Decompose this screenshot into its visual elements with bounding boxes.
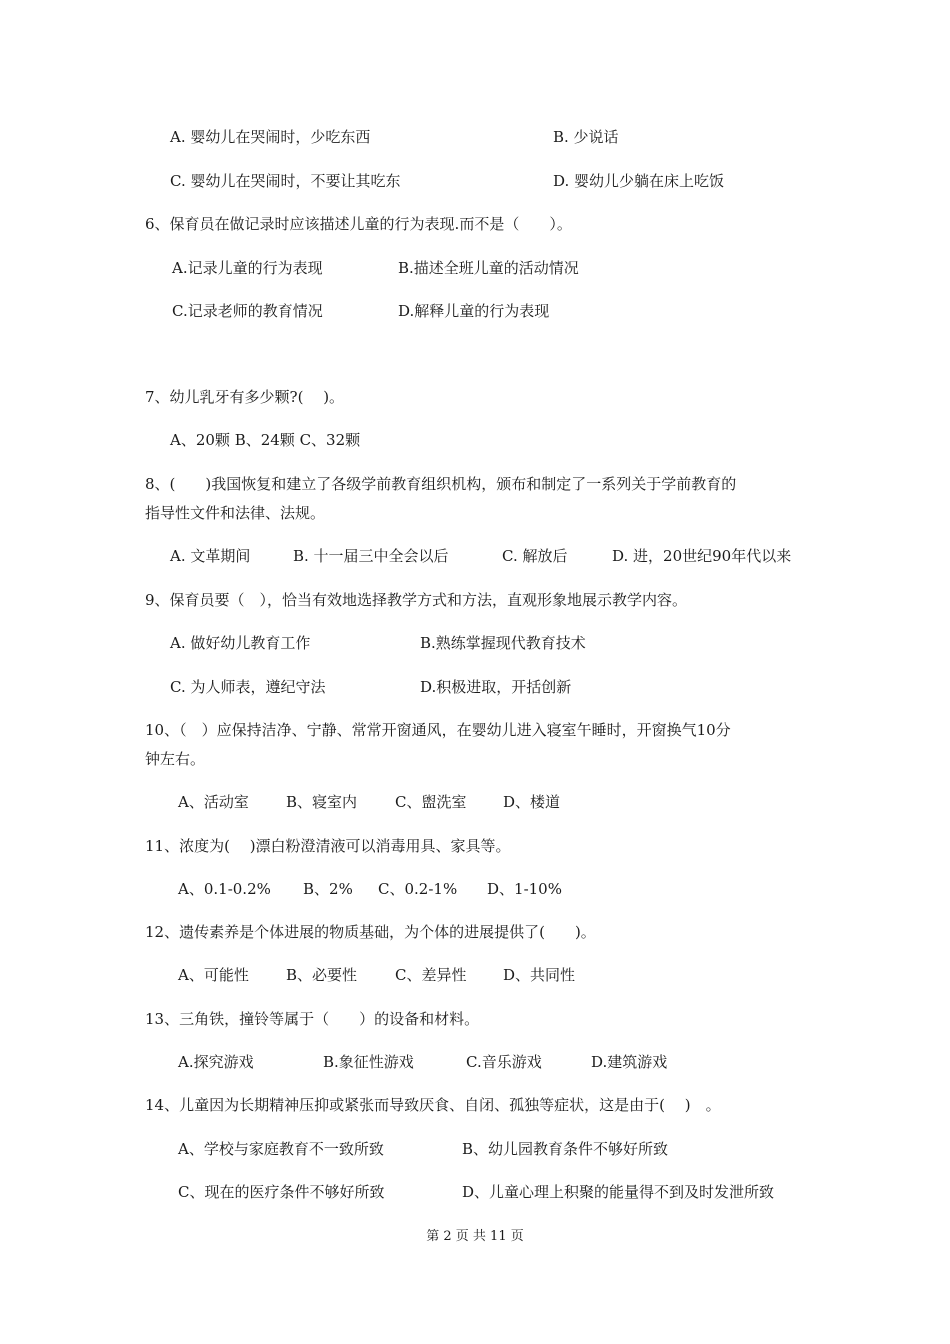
q5-option-c: C. 婴幼儿在哭闹时，不要让其吃东 bbox=[170, 172, 401, 190]
q14-option-d: D、儿童心理上积聚的能量得不到及时发泄所致 bbox=[462, 1183, 775, 1201]
page-footer: 第 2 页 共 11 页 bbox=[426, 1229, 524, 1244]
q13-option-a: A.探究游戏 bbox=[178, 1053, 254, 1071]
q6-stem: 6、保育员在做记录时应该描述儿童的行为表现.而不是（ ）。 bbox=[145, 215, 572, 233]
q13-option-c: C.音乐游戏 bbox=[466, 1053, 542, 1071]
q12-option-b: B、必要性 bbox=[286, 966, 358, 984]
q12-option-a: A、可能性 bbox=[178, 966, 249, 984]
q9-option-c: C. 为人师表，遵纪守法 bbox=[170, 678, 326, 696]
q10-option-d: D、楼道 bbox=[503, 793, 561, 811]
q14-option-c: C、现在的医疗条件不够好所致 bbox=[178, 1183, 385, 1201]
q8-stem-line2: 指导性文件和法律、法规。 bbox=[145, 504, 326, 522]
q14-option-a: A、学校与家庭教育不一致所致 bbox=[178, 1140, 384, 1158]
q12-stem: 12、遗传素养是个体进展的物质基础，为个体的进展提供了( )。 bbox=[145, 923, 596, 941]
q11-option-a: A、0.1-0.2% bbox=[178, 880, 271, 898]
q10-stem-line1: 10、（ ）应保持洁净、宁静、常常开窗通风，在婴幼儿进入寝室午睡时，开窗换气10分 bbox=[145, 721, 731, 739]
q12-option-d: D、共同性 bbox=[503, 966, 576, 984]
q8-option-c: C. 解放后 bbox=[502, 547, 568, 565]
q14-option-b: B、幼儿园教育条件不够好所致 bbox=[462, 1140, 669, 1158]
q7-options: A、20颗 B、24颗 C、32颗 bbox=[170, 431, 361, 449]
q12-option-c: C、差异性 bbox=[395, 966, 467, 984]
q8-option-b: B. 十一届三中全会以后 bbox=[293, 547, 449, 565]
q5-option-d: D. 婴幼儿少躺在床上吃饭 bbox=[553, 172, 725, 190]
q11-option-c: C、0.2-1% bbox=[378, 880, 458, 898]
q6-option-a: A.记录儿童的行为表现 bbox=[172, 259, 323, 277]
q10-option-c: C、盥洗室 bbox=[395, 793, 467, 811]
q9-option-d: D.积极进取，开括创新 bbox=[420, 678, 572, 696]
q9-option-a: A. 做好幼儿教育工作 bbox=[170, 634, 311, 652]
q9-stem: 9、保育员要（ ），恰当有效地选择教学方式和方法，直观形象地展示教学内容。 bbox=[145, 591, 688, 609]
q6-option-b: B.描述全班儿童的活动情况 bbox=[398, 259, 579, 277]
q5-option-b: B. 少说话 bbox=[553, 128, 619, 146]
q8-stem-line1: 8、( )我国恢复和建立了各级学前教育组织机构，颁布和制定了一系列关于学前教育的 bbox=[145, 475, 737, 493]
q13-option-b: B.象征性游戏 bbox=[323, 1053, 414, 1071]
q10-option-a: A、活动室 bbox=[178, 793, 249, 811]
q13-option-d: D.建筑游戏 bbox=[591, 1053, 668, 1071]
q7-stem: 7、幼儿乳牙有多少颗?( )。 bbox=[145, 388, 345, 406]
q8-option-d: D. 进，20世纪90年代以来 bbox=[612, 547, 792, 565]
q10-option-b: B、寝室内 bbox=[286, 793, 358, 811]
q5-option-a: A. 婴幼儿在哭闹时，少吃东西 bbox=[170, 128, 371, 146]
q11-option-d: D、1-10% bbox=[487, 880, 562, 898]
q6-option-c: C.记录老师的教育情况 bbox=[172, 302, 323, 320]
q9-option-b: B.熟练掌握现代教育技术 bbox=[420, 634, 586, 652]
q11-option-b: B、2% bbox=[303, 880, 353, 898]
q14-stem: 14、儿童因为长期精神压抑或紧张而导致厌食、自闭、孤独等症状，这是由于( ) 。 bbox=[145, 1096, 721, 1114]
q8-option-a: A. 文革期间 bbox=[170, 547, 251, 565]
q6-option-d: D.解释儿童的行为表现 bbox=[398, 302, 550, 320]
q11-stem: 11、浓度为( )漂白粉澄清液可以消毒用具、家具等。 bbox=[145, 837, 511, 855]
q10-stem-line2: 钟左右。 bbox=[145, 750, 206, 768]
q13-stem: 13、三角铁，撞铃等属于（ ）的设备和材料。 bbox=[145, 1010, 480, 1028]
